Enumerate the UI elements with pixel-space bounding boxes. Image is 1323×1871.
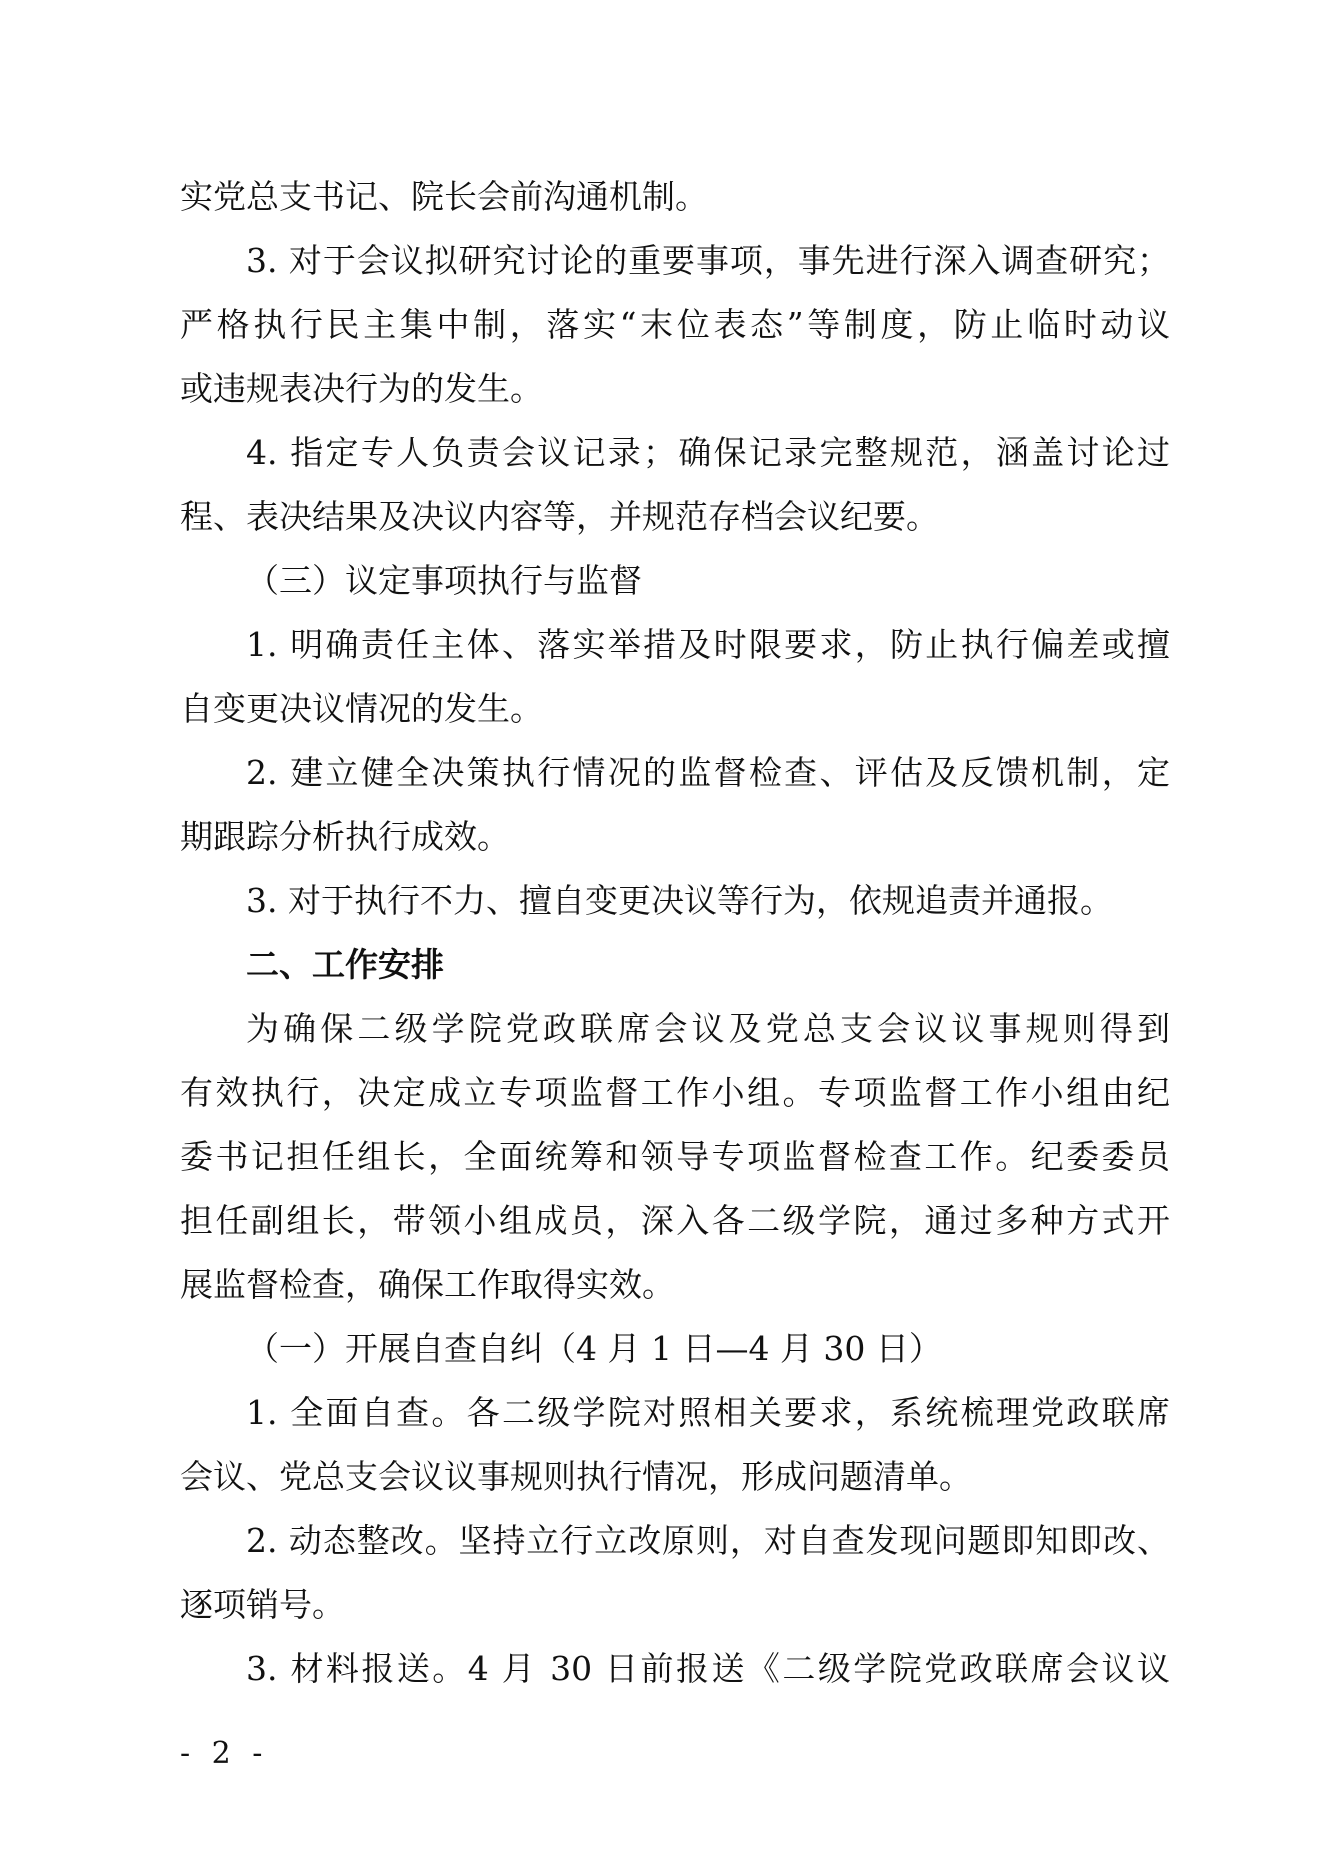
- text-line: 担任副组长，带领小组成员，深入各二级学院，通过多种方式开: [180, 1201, 1170, 1240]
- text-line: 自变更决议情况的发生。: [180, 689, 543, 728]
- text-line: 1. 全面自查。各二级学院对照相关要求，系统梳理党政联席: [246, 1393, 1170, 1432]
- text-line: 1. 明确责任主体、落实举措及时限要求，防止执行偏差或擅: [246, 625, 1170, 664]
- text-line: 实党总支书记、院长会前沟通机制。: [180, 177, 708, 216]
- text-line: 3. 对于执行不力、擅自变更决议等行为，依规追责并通报。: [246, 881, 1113, 920]
- text-line: 4. 指定专人负责会议记录；确保记录完整规范，涵盖讨论过: [246, 433, 1170, 472]
- text-line: 3. 对于会议拟研究讨论的重要事项，事先进行深入调查研究；: [246, 241, 1170, 280]
- text-line: 展监督检查，确保工作取得实效。: [180, 1265, 675, 1304]
- text-line: 有效执行，决定成立专项监督工作小组。专项监督工作小组由纪: [180, 1073, 1170, 1112]
- text-line: 委书记担任组长，全面统筹和领导专项监督检查工作。纪委委员: [180, 1137, 1170, 1176]
- section-heading: （一）开展自查自纠（4 月 1 日—4 月 30 日）: [246, 1329, 942, 1368]
- text-line: 严格执行民主集中制，落实“末位表态”等制度，防止临时动议: [180, 305, 1170, 344]
- page-number: - 2 -: [180, 1736, 269, 1771]
- text-line: 会议、党总支会议议事规则执行情况，形成问题清单。: [180, 1457, 972, 1496]
- text-line: 逐项销号。: [180, 1585, 345, 1624]
- chapter-heading: 二、工作安排: [246, 945, 444, 984]
- text-line: 为确保二级学院党政联席会议及党总支会议议事规则得到: [246, 1009, 1170, 1048]
- text-line: 期跟踪分析执行成效。: [180, 817, 510, 856]
- text-line: 3. 材料报送。4 月 30 日前报送《二级学院党政联席会议议: [246, 1649, 1170, 1688]
- document-body: [180, 165, 1170, 1701]
- text-line: 2. 建立健全决策执行情况的监督检查、评估及反馈机制，定: [246, 753, 1170, 792]
- section-heading: （三）议定事项执行与监督: [246, 561, 642, 600]
- text-line: 或违规表决行为的发生。: [180, 369, 543, 408]
- text-line: 程、表决结果及决议内容等，并规范存档会议纪要。: [180, 497, 939, 536]
- text-line: 2. 动态整改。坚持立行立改原则，对自查发现问题即知即改、: [246, 1521, 1170, 1560]
